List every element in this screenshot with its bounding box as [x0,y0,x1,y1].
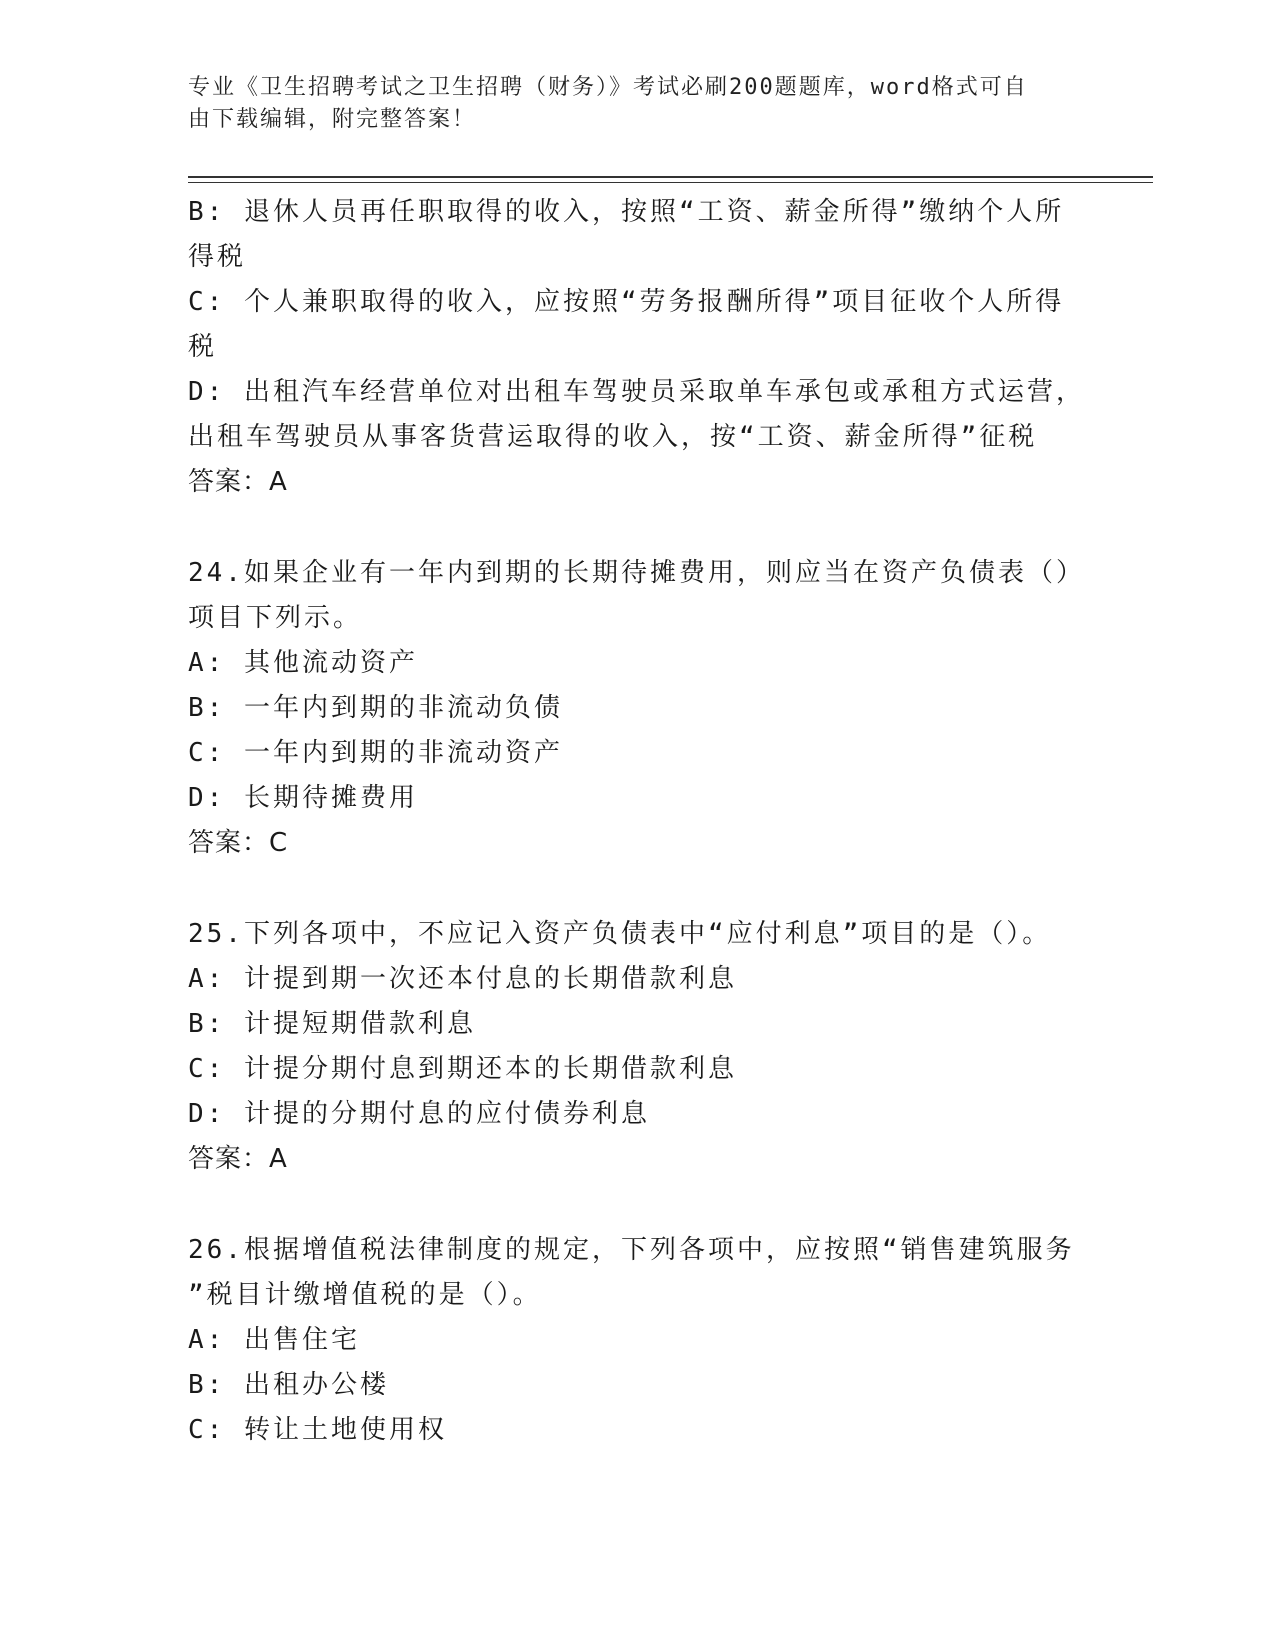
option-b-line-1: B: 退休人员再任职取得的收入，按照“工资、薪金所得”缴纳个人所 [188,197,1065,227]
option-c: C: 计提分期付息到期还本的长期借款利息 [188,1054,737,1084]
header-divider-thin [188,182,1153,183]
spacer [188,1182,1088,1228]
option-a: A: 出售住宅 [188,1325,360,1355]
option-d: D: 计提的分期付息的应付债券利息 [188,1099,650,1129]
spacer [188,505,1088,551]
question-stem-line-1: 26.根据增值税法律制度的规定，下列各项中，应按照“销售建筑服务 [188,1235,1075,1265]
header-line-1: 专业《卫生招聘考试之卫生招聘（财务）》考试必刷200题题库，word格式可自 [188,75,1028,100]
option-a: A: 其他流动资产 [188,648,418,678]
answer-line: 答案：C [188,828,289,858]
question-content [188,190,1088,1453]
question-block-26 [188,1228,1088,1453]
option-b: B: 出租办公楼 [188,1370,389,1400]
option-c-line-2: 税 [188,332,218,362]
answer-line: 答案：A [188,467,288,497]
option-b: B: 计提短期借款利息 [188,1009,476,1039]
question-stem-line-2: ”税目计缴增值税的是（）。 [188,1280,542,1310]
option-d-line-2: 出租车驾驶员从事客货营运取得的收入，按“工资、薪金所得”征税 [188,422,1038,452]
option-a: A: 计提到期一次还本付息的长期借款利息 [188,964,737,994]
document-header [188,72,1088,136]
option-d: D: 长期待摊费用 [188,783,418,813]
option-c: C: 转让土地使用权 [188,1415,447,1445]
header-divider-thick [188,176,1153,178]
answer-line: 答案：A [188,1144,288,1174]
question-block-25 [188,912,1088,1182]
question-stem-line-2: 项目下列示。 [188,603,363,633]
question-block-23 [188,190,1088,505]
header-line-2: 由下载编辑，附完整答案！ [188,107,477,132]
question-block-24 [188,551,1088,866]
option-d-line-1: D: 出租汽车经营单位对出租车驾驶员采取单车承包或承租方式运营， [188,377,1085,407]
question-stem-line-1: 25.下列各项中，不应记入资产负债表中“应付利息”项目的是（）。 [188,919,1052,949]
question-stem-line-1: 24.如果企业有一年内到期的长期待摊费用，则应当在资产负债表（） [188,558,1085,588]
option-b: B: 一年内到期的非流动负债 [188,693,563,723]
option-b-line-2: 得税 [188,242,247,272]
option-c: C: 一年内到期的非流动资产 [188,738,563,768]
option-c-line-1: C: 个人兼职取得的收入，应按照“劳务报酬所得”项目征收个人所得 [188,287,1065,317]
spacer [188,866,1088,912]
